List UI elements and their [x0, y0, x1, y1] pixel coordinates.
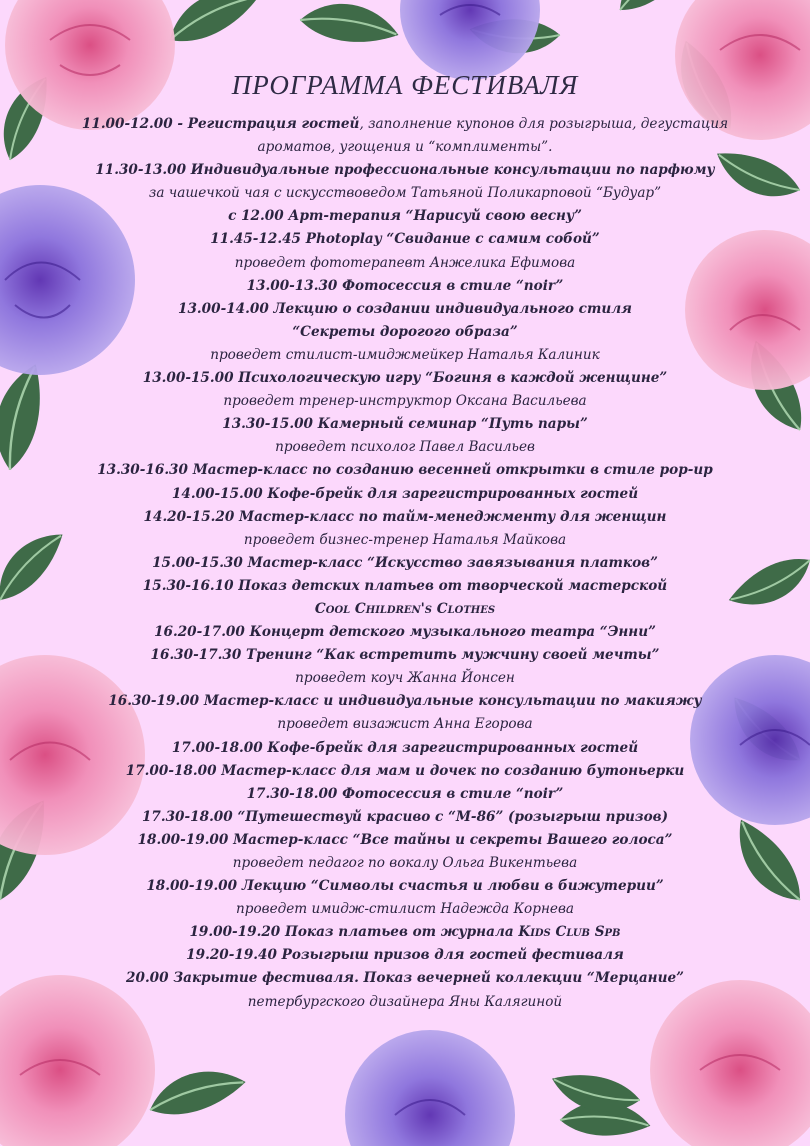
program-line	[60, 321, 750, 344]
program-line-bold: 17.30-18.00 Фотосессия в стиле “noir”	[246, 785, 564, 802]
program-line-bold: 16.30-17.30 Тренинг “Как встретить мужчину своей мечты”	[150, 647, 660, 664]
program-line	[60, 598, 750, 621]
program-line	[60, 552, 750, 575]
program-line	[60, 159, 750, 182]
program-line	[60, 136, 750, 159]
program-line	[60, 275, 750, 298]
program-line-bold: 17.00-18.00 Кофе-брейк для зарегистрированных гостей	[171, 739, 639, 756]
program-line-text: проведет стилист-имиджмейкер Наталья Калиник	[210, 346, 600, 363]
program-line-bold: 15.30-16.10 Показ детских платьев от творческой мастерской	[142, 577, 668, 594]
program-line-brand: Kids Club Spb	[518, 924, 621, 941]
program-line-bold: “Секреты дорогого образа”	[292, 323, 518, 340]
program-line	[60, 436, 750, 459]
program-line-bold: 18.00-19.00 Мастер-класс “Все тайны и секреты Вашего голоса”	[137, 831, 673, 848]
program-line	[60, 921, 750, 944]
program-line	[60, 390, 750, 413]
program-line-bold: 20.00 Закрытие фестиваля. Показ вечерней коллекции “Мерцание”	[126, 970, 684, 987]
program-line-bold: 13.00-13.30 Фотосессия в стиле “noir”	[246, 277, 564, 294]
program-line	[60, 483, 750, 506]
program-line-bold: 15.00-15.30 Мастер-класс “Искусство завязывания платков”	[152, 554, 658, 571]
program-line-text: , заполнение купонов для розыгрыша, дегустация	[359, 116, 729, 132]
program-line	[60, 459, 750, 482]
program-line	[60, 875, 750, 898]
program-line-bold: с 12.00 Арт-терапия “Нарисуй свою весну”	[228, 208, 582, 225]
program-line	[60, 298, 750, 321]
program-line-bold: 19.00-19.20 Показ платьев от журнала	[189, 924, 519, 941]
program-line-text: проведет коуч Жанна Йонсен	[295, 670, 515, 687]
program-line-bold: 14.00-15.00 Кофе-брейк для зарегистрированных гостей	[171, 485, 639, 502]
program-line	[60, 737, 750, 760]
program-line-text: проведет имидж-стилист Надежда Корнева	[236, 901, 574, 918]
program-line	[60, 205, 750, 228]
program-line-text: проведет педагог по вокалу Ольга Викентьева	[232, 855, 578, 871]
program-line-bold: 16.20-17.00 Концерт детского музыкального театра “Энни”	[154, 624, 656, 641]
program-line	[60, 344, 750, 367]
program-line	[60, 667, 750, 690]
program-line	[60, 413, 750, 436]
program-line-text: петербургского дизайнера Яны Калягиной	[247, 993, 563, 1010]
program-line	[60, 529, 750, 552]
program-line-bold: 11.00-12.00 - Регистрация гостей	[81, 116, 360, 132]
program-line-bold: 18.00-19.00 Лекцию “Символы счастья и любви в бижутерии”	[146, 878, 664, 895]
program-line	[60, 690, 750, 713]
program-line-bold: 13.00-15.00 Психологическую игру “Богиня в каждой женщине”	[142, 370, 668, 387]
program-line-bold: 14.20-15.20 Мастер-класс по тайм-менеджменту для женщин	[143, 508, 667, 525]
program-line	[60, 898, 750, 921]
program-line-bold: 13.30-15.00 Камерный семинар “Путь пары”	[222, 416, 588, 433]
program-line	[60, 367, 750, 390]
program-line	[60, 575, 750, 598]
program-line	[60, 713, 750, 736]
program-line	[60, 806, 750, 829]
program-line-bold: 13.00-14.00 Лекцию о создании индивидуального стиля	[178, 300, 632, 317]
program-line	[60, 991, 750, 1014]
festival-program	[60, 70, 750, 1014]
program-line	[60, 113, 750, 136]
page-title: ПРОГРАММА ФЕСТИВАЛЯ	[231, 70, 579, 100]
program-line-bold: 11.30-13.00 Индивидуальные профессиональные консультации по парфюму	[95, 162, 715, 179]
program-line	[60, 944, 750, 967]
program-line-text: проведет психолог Павел Васильев	[275, 439, 535, 456]
program-line-text: проведет визажист Анна Егорова	[277, 716, 533, 733]
program-line-bold: 11.45-12.45 Photoplay “Свидание с самим собой”	[210, 231, 600, 248]
program-line	[60, 182, 750, 205]
program-list	[60, 113, 750, 1014]
program-line-bold: 17.30-18.00 “Путешествуй красиво с “М-86” (розыгрыш призов)	[141, 808, 669, 825]
program-line	[60, 760, 750, 783]
program-line	[60, 506, 750, 529]
program-line-text: ароматов, угощения и “комплименты”.	[257, 139, 553, 156]
program-line	[60, 852, 750, 875]
program-line	[60, 228, 750, 251]
program-line-text: за чашечкой чая с искусствоведом Татьяной Поликарповой “Будуар”	[148, 185, 662, 202]
program-line	[60, 967, 750, 990]
program-line	[60, 829, 750, 852]
program-line-text: проведет бизнес-тренер Наталья Майкова	[243, 531, 567, 548]
program-line-text: проведет тренер-инструктор Оксана Васильева	[223, 393, 587, 410]
program-line-bold: Cool Children's Clothes	[314, 600, 496, 617]
program-line-text: проведет фототерапевт Анжелика Ефимова	[234, 254, 576, 271]
program-line	[60, 252, 750, 275]
program-line	[60, 644, 750, 667]
program-line	[60, 783, 750, 806]
program-line-bold: 19.20-19.40 Розыгрыш призов для гостей фестиваля	[186, 947, 624, 964]
program-line-bold: 16.30-19.00 Мастер-класс и индивидуальные консультации по макияжу	[108, 693, 702, 710]
program-line	[60, 621, 750, 644]
program-line-bold: 17.00-18.00 Мастер-класс для мам и дочек по созданию бутоньерки	[125, 762, 685, 779]
program-line-bold: 13.30-16.30 Мастер-класс по созданию весенней открытки в стиле pop-up	[97, 462, 713, 479]
